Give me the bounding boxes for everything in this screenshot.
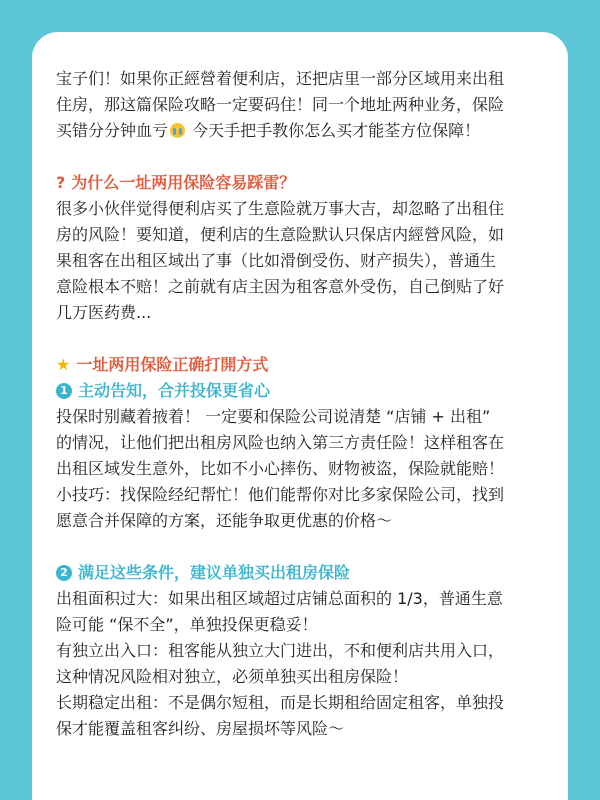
sub1-line-3: 出租区域发生意外，比如不小心摔伤、财物被盗，保险就能赔！: [56, 459, 505, 478]
intro-line-3: [56, 118, 544, 144]
number-two-icon: 2: [56, 565, 72, 581]
section2-title: 一址两用保险正确打開方式: [76, 355, 269, 374]
section1-line-5: 几万医药费...: [56, 303, 152, 322]
sub1-line-5: 愿意合并保障的方案，还能争取更优惠的价格～: [56, 511, 393, 530]
question-mark-icon: ?: [56, 173, 66, 192]
sub2-line-2: 险可能 “保不全”，单独投保更稳妥！: [56, 615, 318, 634]
sub2-line-6: 保才能覆盖租客纠纷、房屋损坏等风险～: [56, 719, 345, 738]
section1-line-4: 意险根本不赔！之前就有店主因为租客意外受伤，自己倒贴了好: [56, 277, 505, 296]
star-icon: ★: [56, 355, 71, 374]
intro-line-3b: 今天手把手教你怎么买才能荃方位保障！: [187, 121, 481, 140]
section2-heading: [56, 352, 544, 378]
section1-line-1: 很多小伙伴觉得便利店买了生意险就万事大吉，却忽略了出租住: [56, 199, 505, 218]
intro-line-1: 宝子们！如果你正經營着便利店，还把店里一部分区域用来出租: [56, 69, 505, 88]
content-card: [32, 32, 568, 800]
section1-line-2: 房的风险！要知道，便利店的生意险默认只保店内經營风险，如: [56, 225, 505, 244]
sub1-title: 主动告知，合并投保更省心: [78, 381, 271, 400]
section1-heading: [56, 170, 544, 196]
crying-face-icon: [170, 123, 185, 138]
sub1-heading: [56, 378, 544, 404]
sub2-line-1: 出租面积过大：如果出租区域超过店铺总面积的 1/3，普通生意: [56, 589, 503, 608]
section1-title: 为什么一址两用保险容易踩雷？: [71, 173, 296, 192]
sub1-line-4: 小技巧：找保险经纪帮忙！他们能帮你对比多家保险公司，找到: [56, 485, 505, 504]
sub1-line-2: 的情况，让他们把出租房风险也纳入第三方责任险！这样租客在: [56, 433, 505, 452]
section1-line-3: 果租客在出租区域出了事（比如滑倒受伤、财产损失），普通生: [56, 251, 497, 270]
number-one-icon: 1: [56, 383, 72, 399]
sub2-title: 满足这些条件，建议单独买出租房保险: [78, 563, 351, 582]
sub2-line-4: 这种情况风险相对独立，必须单独买出租房保险！: [56, 667, 409, 686]
sub2-line-3: 有独立出入口：租客能从独立大门进出，不和便利店共用入口，: [56, 641, 505, 660]
sub2-heading: [56, 560, 544, 586]
sub1-line-1: 投保时别藏着掖着！ 一定要和保险公司说清楚 “店铺 + 出租”: [56, 407, 491, 426]
intro-line-3a: 买错分分钟血亏: [56, 121, 169, 140]
intro-line-2: 住房，那这篇保险攻略一定要码住！同一个地址两种业务，保险: [56, 95, 505, 114]
sub2-line-5: 长期稳定出租：不是偶尔短租，而是长期租给固定租客，单独投: [56, 693, 505, 712]
